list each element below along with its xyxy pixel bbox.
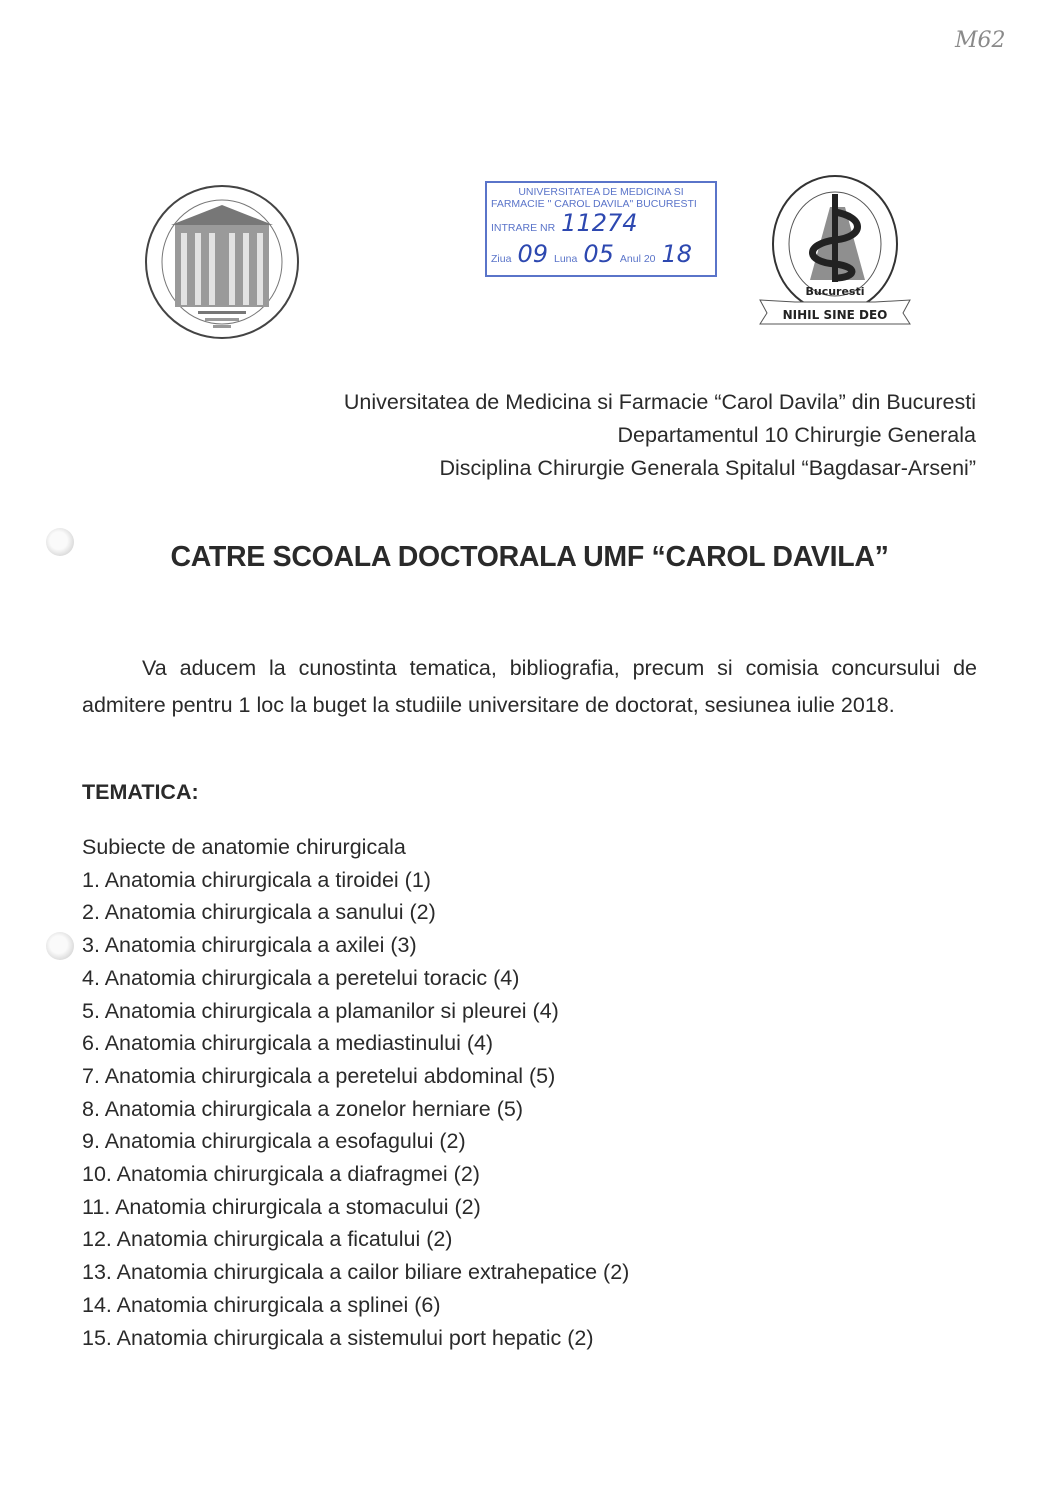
list-item: 12. Anatomia chirurgicala a ficatului (2)	[82, 1227, 453, 1252]
institution-header	[344, 386, 976, 485]
list-item: 1. Anatomia chirurgicala a tiroidei (1)	[82, 867, 431, 892]
list-item: 6. Anatomia chirurgicala a mediastinului (4)	[82, 1031, 494, 1056]
list-item: 2. Anatomia chirurgicala a sanului (2)	[82, 900, 436, 925]
stamp-day-value: 09	[517, 240, 548, 268]
hospital-seal-logo	[755, 172, 915, 330]
stamp-line-1: UNIVERSITATEA DE MEDICINA SI	[518, 186, 684, 198]
topics-subheading: Subiecte de anatomie chirurgicala	[82, 835, 406, 859]
topics-list	[82, 831, 629, 1354]
list-item: 9. Anatomia chirurgicala a esofagului (2)	[82, 1129, 466, 1154]
list-item: 15. Anatomia chirurgicala a sistemului port hepatic (2)	[82, 1325, 594, 1350]
stamp-line-2: FARMACIE " CAROL DAVILA" BUCURESTI	[491, 198, 697, 210]
svg-text:Bucuresti: Bucuresti	[805, 285, 865, 298]
stamp-month-label: Luna	[553, 253, 578, 265]
university-seal-logo	[143, 183, 301, 341]
registration-stamp	[485, 181, 717, 277]
svg-text:NIHIL SINE DEO: NIHIL SINE DEO	[782, 308, 888, 322]
header-discipline: Disciplina Chirurgie Generala Spitalul “Bagdasar-Arseni”	[439, 456, 976, 480]
stamp-day-label: Ziua	[491, 253, 512, 265]
handwritten-page-note: M62	[955, 28, 1006, 53]
stamp-intrare-number: 11274	[561, 209, 638, 237]
list-item: 11. Anatomia chirurgicala a stomacului (2)	[82, 1194, 481, 1219]
list-item: 14. Anatomia chirurgicala a splinei (6)	[82, 1292, 441, 1317]
stamp-intrare-label: INTRARE NR	[491, 222, 556, 234]
section-heading: TEMATICA:	[82, 780, 199, 804]
intro-text: Va aducem la cunostinta tematica, bibliografia, precum si comisia concursului de admitere pentru 1 loc la buget la studiile universitare de doctorat, sesiunea iulie 2018.	[82, 656, 977, 717]
list-item: 7. Anatomia chirurgicala a peretelui abdominal (5)	[82, 1063, 556, 1088]
punch-hole	[46, 932, 74, 960]
intro-paragraph	[82, 650, 977, 724]
list-item: 13. Anatomia chirurgicala a cailor biliare extrahepatice (2)	[82, 1260, 630, 1285]
document-title: CATRE SCOALA DOCTORALA UMF “CAROL DAVILA”	[170, 541, 889, 573]
list-item: 5. Anatomia chirurgicala a plamanilor si pleurei (4)	[82, 998, 559, 1023]
stamp-month-value: 05	[583, 240, 614, 268]
list-item: 4. Anatomia chirurgicala a peretelui toracic (4)	[82, 965, 520, 990]
stamp-year-value: 18	[661, 240, 693, 268]
list-item: 10. Anatomia chirurgicala a diafragmei (2)	[82, 1162, 480, 1187]
stamp-year-label: Anul 20	[619, 253, 656, 265]
list-item: 3. Anatomia chirurgicala a axilei (3)	[82, 933, 417, 958]
list-item: 8. Anatomia chirurgicala a zonelor herniare (5)	[82, 1096, 523, 1121]
header-university: Universitatea de Medicina si Farmacie “Carol Davila” din Bucuresti	[343, 390, 976, 414]
header-department: Departamentul 10 Chirurgie Generala	[617, 423, 976, 447]
